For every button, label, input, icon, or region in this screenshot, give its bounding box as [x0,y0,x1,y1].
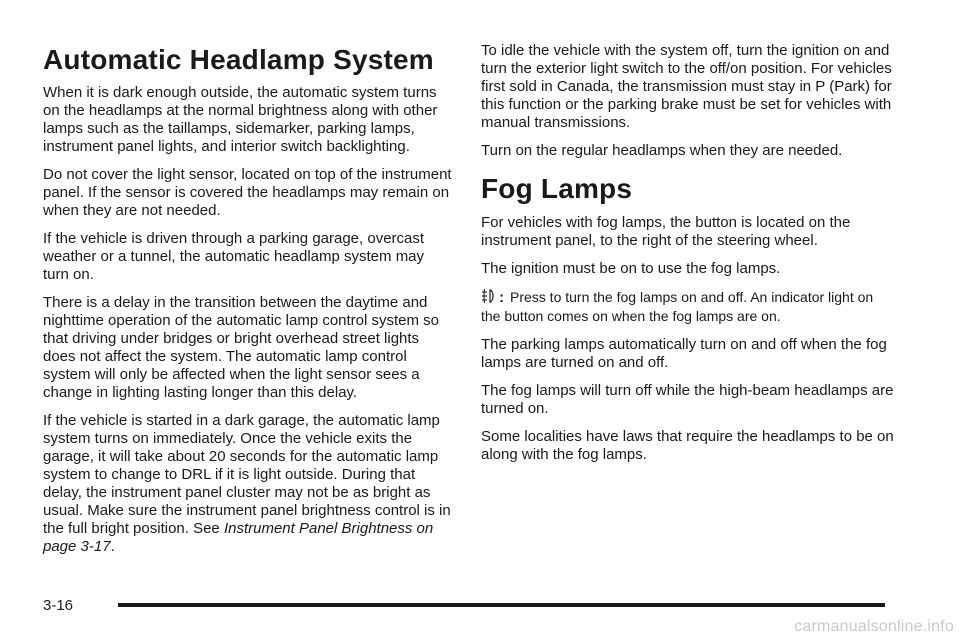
paragraph [43,412,453,556]
cross-reference-link[interactable]: Instrument Panel Brightness on page 3-17 [43,520,434,555]
paragraph: If the vehicle is driven through a parking garage, overcast weather or a tunnel, the automatic headlamp system may turn on. [43,230,425,283]
footer-rule [118,603,885,607]
watermark: carmanualsonline.info [794,618,954,635]
paragraph: Some localities have laws that require the headlamps to be on along with the fog lamps. [481,428,894,463]
paragraph: Turn on the regular headlamps when they are needed. [481,142,843,159]
paragraph-text: If the vehicle is started in a dark garage, the automatic lamp system turns on immediately. Once the vehicle exits the garage, it will take about 20 seconds for the automatic lamp system to change to DRL if it is light outside. During that delay, the instrument panel cluster may not be as bright as usual. Make sure the instrument panel brightness control is in the full bright position. See [43,412,451,537]
left-column [43,42,453,566]
paragraph: There is a delay in the transition between the daytime and nighttime operation of the automatic lamp control system so that driving under bridges or bright overhead street lights does not affect the system. The automatic lamp control system will only be affected when the light sensor sees a change in lighting lasting longer than this delay. [43,294,440,401]
paragraph: The parking lamps automatically turn on and off when the fog lamps are turned on and off. [481,336,887,371]
paragraph: When it is dark enough outside, the automatic system turns on the headlamps at the normal brightness along with other lamps such as the taillamps, sidemarker, parking lamps, instrument panel lights, and interior switch backlighting. [43,84,438,155]
paragraph: The ignition must be on to use the fog lamps. [481,260,781,277]
paragraph: To idle the vehicle with the system off, turn the ignition on and turn the exterior light switch to the off/on position. For vehicles first sold in Canada, the transmission must stay in P (Park) for this function or the parking brake must be set for vehicles with manual transmissions. [481,42,892,131]
paragraph: Do not cover the light sensor, located on top of the instrument panel. If the sensor is covered the headlamps may remain on when they are not needed. [43,166,452,219]
right-column [481,42,896,474]
fog-button-description [481,288,896,326]
colon: : [499,289,504,306]
paragraph: The fog lamps will turn off while the high-beam headlamps are turned on. [481,382,894,417]
section-title-fog-lamps: Fog Lamps [481,173,633,204]
section-title-automatic-headlamp: Automatic Headlamp System [43,44,434,75]
fog-lamp-icon [481,288,495,304]
page-number: 3-16 [43,597,74,614]
paragraph: For vehicles with fog lamps, the button is located on the instrument panel, to the right of the steering wheel. [481,214,851,249]
fog-button-text: Press to turn the fog lamps on and off. An indicator light on the button comes on when the fog lamps are on. [481,289,874,324]
period: . [110,538,115,555]
